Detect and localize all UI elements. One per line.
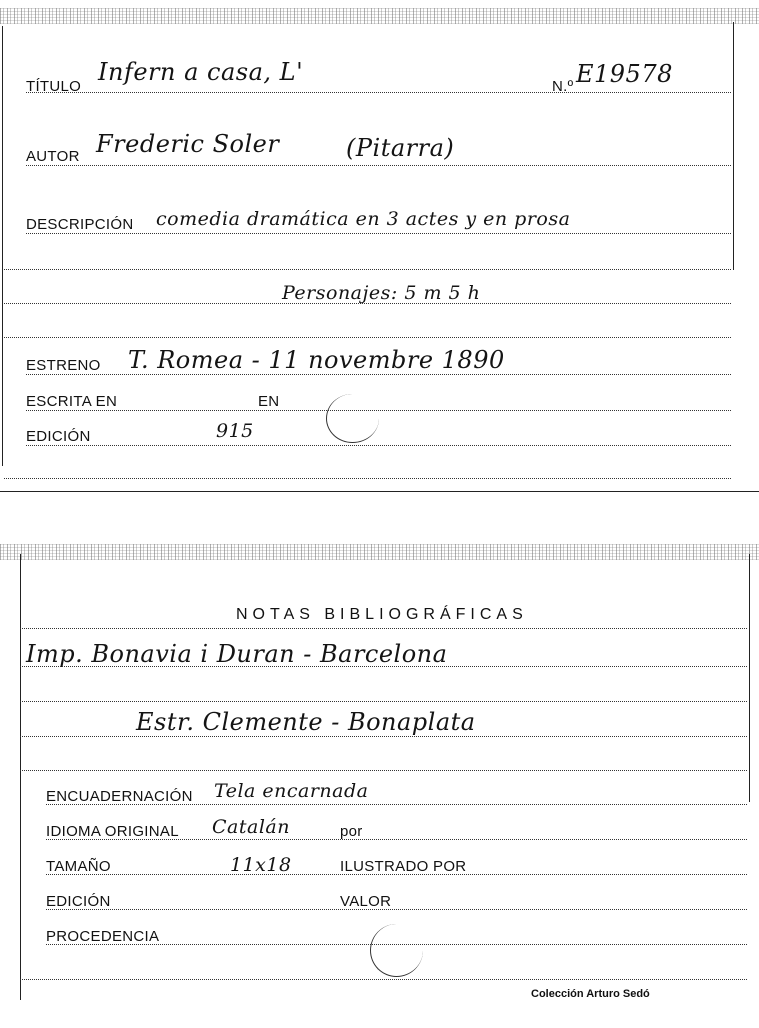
ilustrado-label: ILUSTRADO POR [340, 858, 467, 875]
blank-line-back [20, 979, 747, 980]
titulo-value: Infern a casa, L' [98, 58, 304, 86]
titulo-label: TÍTULO [26, 78, 82, 95]
escrita-label: ESCRITA EN [26, 393, 118, 410]
idioma-label: IDIOMA ORIGINAL [46, 823, 179, 840]
estreno-line [26, 374, 731, 375]
notas-heading: NOTAS BIBLIOGRÁFICAS [236, 606, 528, 623]
edicion-value: 915 [216, 420, 254, 442]
edicion-back-label: EDICIÓN [46, 893, 111, 910]
card-top-edge [0, 8, 759, 24]
encuadernacion-label: ENCUADERNACIÓN [46, 788, 193, 805]
autor-line [26, 165, 731, 166]
card-left-border [20, 554, 21, 1000]
escrita-line [26, 410, 731, 411]
idioma-value: Catalán [212, 816, 290, 838]
encuadernacion-value: Tela encarnada [214, 780, 369, 802]
notas-line-1 [20, 628, 747, 629]
estreno-label: ESTRENO [26, 357, 101, 374]
card-top-edge [0, 544, 759, 560]
blank-line-1 [4, 269, 731, 270]
blank-line-4 [4, 478, 731, 479]
personajes-value: Personajes: 5 m 5 h [282, 282, 481, 304]
por-label: por [340, 823, 363, 840]
edicion-label: EDICIÓN [26, 428, 91, 445]
edicion-back-line [46, 909, 747, 910]
descripcion-label: DESCRIPCIÓN [26, 216, 134, 233]
catalog-card-back [0, 540, 759, 1028]
card-left-border [2, 26, 3, 466]
numero-label: N.º [552, 78, 574, 95]
notas-line-4 [20, 736, 747, 737]
tamano-value: 11x18 [230, 854, 292, 876]
card-right-border [733, 22, 734, 270]
card-hole-mark [326, 394, 379, 443]
note-1: Imp. Bonavia i Duran - Barcelona [26, 640, 448, 668]
autor-alias: (Pitarra) [346, 134, 455, 162]
descripcion-line [26, 233, 731, 234]
card-right-border [749, 554, 750, 802]
card-bottom-edge [0, 491, 759, 492]
edicion-line [26, 445, 731, 446]
autor-label: AUTOR [26, 148, 80, 165]
escrita-en-label: EN [258, 393, 280, 410]
descripcion-value: comedia dramática en 3 actes y en prosa [156, 208, 571, 230]
notas-line-3 [20, 701, 747, 702]
notas-line-2 [20, 666, 747, 667]
notas-line-5 [20, 770, 747, 771]
tamano-label: TAMAÑO [46, 858, 111, 875]
blank-line-3 [4, 337, 731, 338]
valor-label: VALOR [340, 893, 392, 910]
catalog-card-front [0, 0, 759, 492]
collection-credit: Colección Arturo Sedó [531, 988, 650, 1000]
autor-value: Frederic Soler [96, 130, 280, 158]
numero-value: E19578 [576, 60, 673, 88]
estreno-value: T. Romea - 11 novembre 1890 [128, 346, 505, 374]
card-hole-mark [370, 924, 423, 977]
titulo-line [26, 92, 731, 93]
note-2: Estr. Clemente - Bonaplata [136, 708, 476, 736]
procedencia-label: PROCEDENCIA [46, 928, 160, 945]
